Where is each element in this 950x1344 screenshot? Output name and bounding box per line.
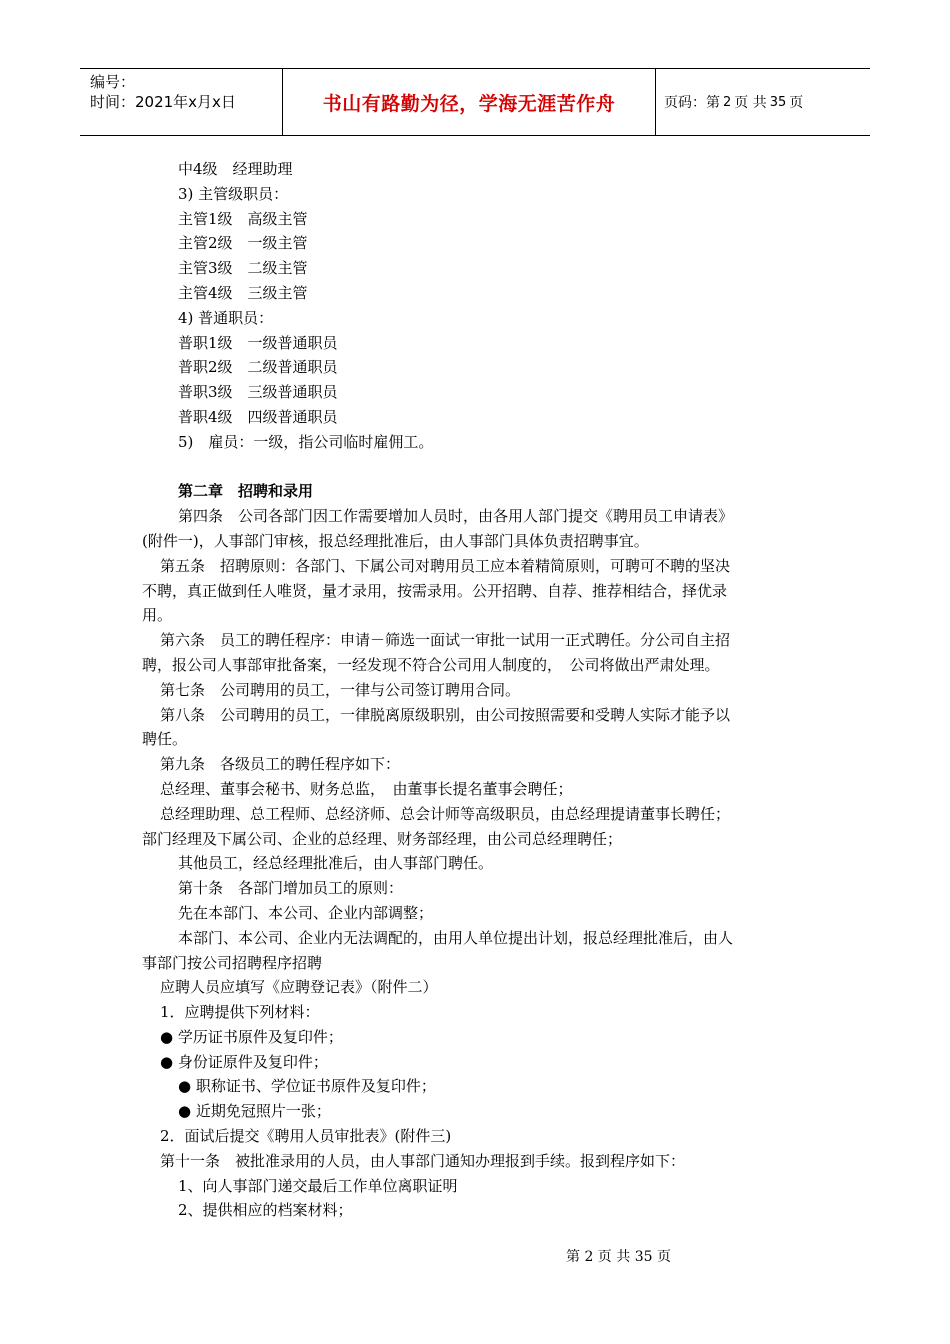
text-line: 不聘，真正做到任人唯贤，量才录用，按需录用。公开招聘、自荐、推荐相结合，择优录: [142, 581, 728, 600]
text-line: 2、提供相应的档案材料；: [178, 1201, 353, 1220]
blank-line: [142, 455, 812, 480]
text-line: 2．面试后提交《聘用人员审批表》(附件三): [160, 1127, 452, 1146]
page-mid: 页 共: [734, 95, 767, 111]
text-line: 主管1级 高级主管: [178, 209, 308, 228]
text-line: 第四条 公司各部门因工作需要增加人员时，由各用人部门提交《聘用员工申请表》: [178, 507, 734, 526]
text-line: 本部门、本公司、企业内无法调配的，由用人单位提出计划，报总经理批准后，由人: [178, 928, 734, 947]
chapter-heading: 第二章 招聘和录用: [178, 482, 314, 501]
text-line: 普职2级 二级普通职员: [178, 358, 338, 377]
text-line: 1．应聘提供下列材料：: [160, 1003, 320, 1022]
bullet-item: ● 职称证书、学位证书原件及复印件；: [178, 1077, 436, 1096]
bullet-item: ● 学历证书原件及复印件；: [160, 1027, 343, 1046]
text-line: 部门经理及下属公司、企业的总经理、财务部经理，由公司总经理聘任；: [142, 829, 623, 848]
bullet-item: ● 近期免冠照片一张；: [178, 1102, 331, 1121]
text-line: 第七条 公司聘用的员工，一律与公司签订聘用合同。: [160, 680, 521, 699]
page-header: [80, 68, 870, 136]
text-line: 先在本部门、本公司、企业内部调整；: [178, 903, 434, 922]
text-line: 第八条 公司聘用的员工，一律脱离原级职别，由公司按照需要和受聘人实际才能予以: [160, 705, 731, 724]
bullet-item: ● 身份证原件及复印件；: [160, 1052, 328, 1071]
document-body: [142, 157, 812, 1223]
text-line: 普职1级 一级普通职员: [178, 333, 338, 352]
text-line: 第五条 招聘原则：各部门、下属公司对聘用员工应本着精简原则，可聘可不聘的坚决: [160, 556, 731, 575]
text-line: 第十一条 被批准录用的人员，由人事部门通知办理报到手续。报到程序如下：: [160, 1151, 686, 1170]
text-line: 普职3级 三级普通职员: [178, 383, 338, 402]
text-line: 4) 普通职员：: [178, 308, 274, 327]
text-line: 聘任。: [142, 730, 188, 749]
text-line: 普职4级 四级普通职员: [178, 407, 338, 426]
text-line: 主管2级 一级主管: [178, 234, 308, 253]
serial-label: 编号：: [90, 73, 136, 91]
text-line: 1、向人事部门递交最后工作单位离职证明: [178, 1176, 458, 1195]
text-line: 总经理、董事会秘书、财务总监， 由董事长提名董事会聘任；: [160, 779, 573, 798]
page-total: 35: [769, 94, 787, 110]
footer-page-number: 第 2 页 共 35 页: [566, 1249, 671, 1265]
header-motto-cell: [283, 69, 656, 135]
time-label: 时间：2021年x月x日: [90, 93, 236, 111]
header-page-cell: [656, 69, 870, 135]
text-line: 5) 雇员：一级，指公司临时雇佣工。: [178, 432, 434, 451]
text-line: 第十条 各部门增加员工的原则：: [178, 879, 404, 898]
text-line: 用。: [142, 606, 173, 625]
text-line: 其他员工，经总经理批准后，由人事部门聘任。: [178, 854, 494, 873]
header-info-cell: [80, 69, 283, 135]
text-line: 第六条 员工的聘任程序：申请－筛选一面试一审批一试用一正式聘任。分公司自主招: [160, 631, 731, 650]
page-prefix: 页码：第: [664, 95, 720, 111]
text-line: (附件一)，人事部门审核，报总经理批准后，由人事部门具体负责招聘事宜。: [142, 531, 649, 550]
text-line: 聘，报公司人事部审批备案，一经发现不符合公司用人制度的， 公司将做出严肃处理。: [142, 655, 720, 674]
text-line: 总经理助理、总工程师、总经济师、总会计师等高级职员，由总经理提请董事长聘任；: [160, 804, 731, 823]
page-suffix: 页: [789, 95, 804, 111]
text-line: 中4级 经理助理: [178, 160, 293, 178]
text-line: 3) 主管级职员：: [178, 184, 289, 203]
text-line: 主管4级 三级主管: [178, 283, 308, 302]
text-line: 事部门按公司招聘程序招聘: [142, 953, 323, 972]
motto-text: 书山有路勤为径，学海无涯苦作舟: [322, 92, 616, 115]
text-line: 第九条 各级员工的聘任程序如下：: [160, 755, 401, 774]
text-line: 应聘人员应填写《应聘登记表》（附件二）: [160, 978, 438, 997]
text-line: 主管3级 二级主管: [178, 259, 308, 278]
page-current: 2: [723, 94, 732, 110]
